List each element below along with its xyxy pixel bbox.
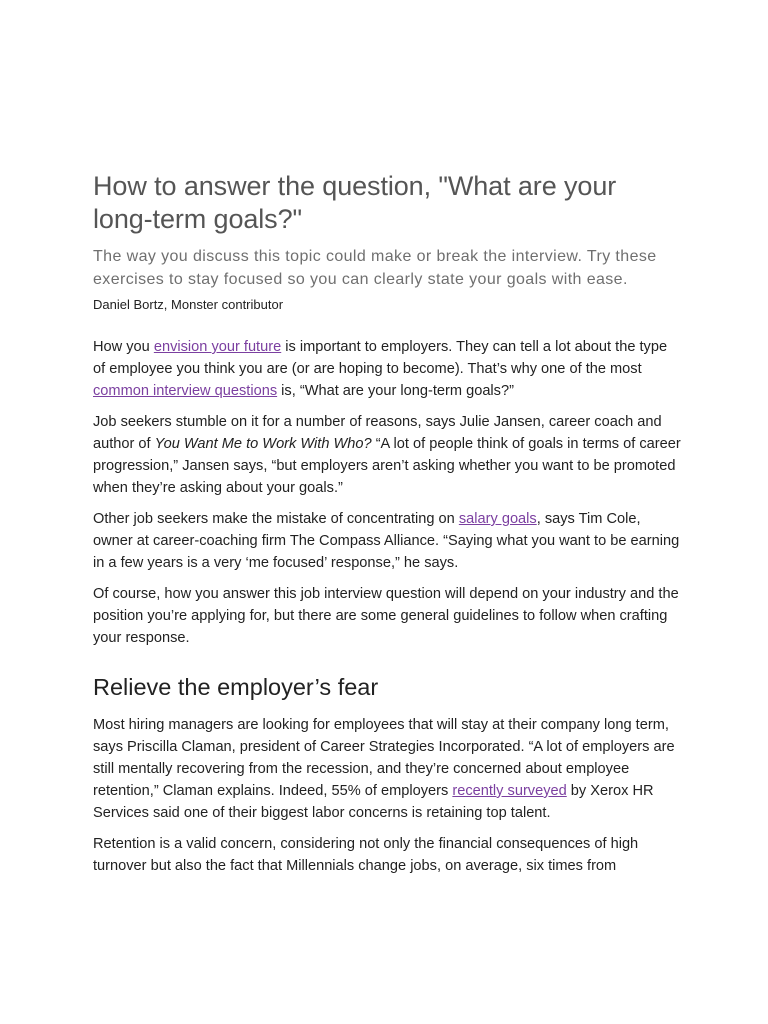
paragraph-text: How you <box>93 339 154 355</box>
paragraph-text: Retention is a valid concern, considering not only the financial consequences of high turnover but also the fact that Millennials change jobs, on average, six times from <box>93 836 639 874</box>
paragraph-1 <box>93 336 683 402</box>
paragraph-text: Job seekers stumble on it for a number of reasons, says Julie Jansen, career coach and author of <box>93 414 662 452</box>
recently-surveyed-link[interactable]: recently surveyed <box>452 783 567 799</box>
paragraph-2 <box>93 411 683 499</box>
paragraph-4 <box>93 583 683 649</box>
article <box>93 170 683 886</box>
paragraph-text: Of course, how you answer this job interview question will depend on your industry and the position you’re applying for, but there are some general guidelines to follow when crafting your response. <box>93 586 679 646</box>
paragraph-3 <box>93 508 683 574</box>
paragraph-text: by Xerox HR Services said one of their biggest labor concerns is retaining top talent. <box>93 783 654 821</box>
common-interview-questions-link[interactable]: common interview questions <box>93 383 278 399</box>
paragraph-text: , says Tim Cole, owner at career-coaching firm The Compass Alliance. “Saying what you want to be earning in a few years is a very ‘me focused’ response,” he says. <box>93 511 680 571</box>
paragraph-text: Most hiring managers are looking for employees that will stay at their company long term, says Priscilla Claman, president of Career Strategies Incorporated. “A lot of employers are still mentally recovering from the recession, and they’re concerned about employee retention,” Claman explains. Indeed, 55% of employers <box>93 717 675 799</box>
paragraph-text: is important to employers. They can tell a lot about the type of employee you think you are (or are hoping to become). That’s why one of the most <box>93 339 668 377</box>
paragraph-text: is, “What are your long-term goals?” <box>277 383 514 399</box>
article-subtitle: The way you discuss this topic could make or break the interview. Try these exercises to stay focused so you can clearly state your goals with ease. <box>93 248 657 288</box>
paragraph-5 <box>93 714 683 824</box>
section-heading: Relieve the employer’s fear <box>93 674 379 700</box>
article-byline: Daniel Bortz, Monster contributor <box>93 297 284 312</box>
salary-goals-link[interactable]: salary goals <box>458 511 537 527</box>
paragraph-6 <box>93 833 683 877</box>
book-title: You Want Me to Work With Who? <box>154 436 372 452</box>
article-title: How to answer the question, "What are your long-term goals?" <box>93 171 617 234</box>
envision-your-future-link[interactable]: envision your future <box>153 339 282 355</box>
paragraph-text: Other job seekers make the mistake of concentrating on <box>93 511 459 527</box>
paragraph-text: “A lot of people think of goals in terms of career progression,” Jansen says, “but employers aren’t asking whether you want to be promoted when they’re asking about your goals.” <box>93 436 681 496</box>
